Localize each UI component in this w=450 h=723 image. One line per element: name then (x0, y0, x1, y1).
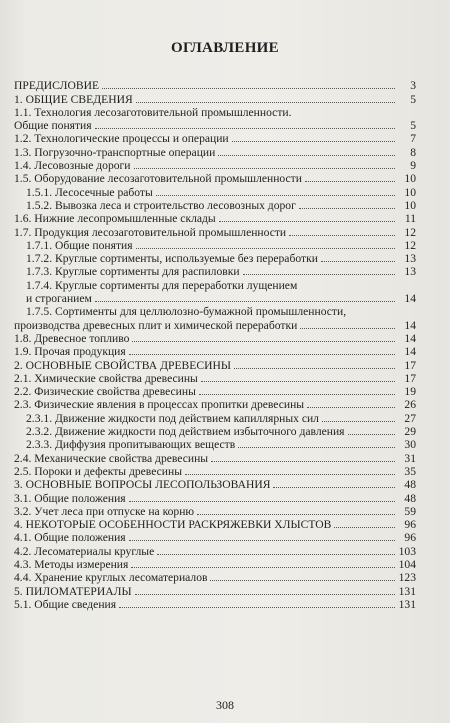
toc-entry: Общие понятия 5 (14, 119, 416, 133)
toc-entry: 1.2. Технологические процессы и операции 7 (14, 132, 416, 146)
toc-entry: 1.9. Прочая продукция 14 (14, 345, 416, 359)
toc-entry: и строганием 14 (26, 292, 416, 306)
toc-entry: 1.4. Лесовозные дороги 9 (14, 159, 416, 173)
toc-entry: 1.7.5. Сортименты для целлюлозно-бумажной промышленности, (26, 305, 347, 319)
page-title: ОГЛАВЛЕНИЕ (171, 40, 279, 56)
toc-entry: 1.7.1. Общие понятия 12 (26, 238, 416, 252)
toc-entry: 1.8. Древесное топливо 14 (14, 331, 416, 345)
toc-entry: 2.2. Физические свойства древесины 19 (14, 385, 416, 399)
toc-entry: 2.4. Механические свойства древесины 31 (14, 451, 416, 465)
toc-entry: 1.5.1. Лесосечные работы 10 (26, 185, 416, 199)
toc-entry: 1.7.2. Круглые сортименты, используемые без переработки 13 (26, 252, 416, 266)
toc-entry: 1.6. Нижние лесопромышленные склады 11 (14, 212, 416, 226)
toc-entry: 1.5.2. Вывозка леса и строительство лесовозных дорог 10 (26, 198, 416, 212)
toc-entry: 4.1. Общие положения 96 (14, 531, 416, 545)
toc-entry: 1.7. Продукция лесозаготовительной промышленности 12 (14, 225, 416, 239)
toc-entry: 1.7.3. Круглые сортименты для распиловки 13 (26, 265, 416, 279)
toc-entry: 5. ПИЛОМАТЕРИАЛЫ 131 (14, 584, 416, 598)
toc-entry: ПРЕДИСЛОВИЕ 3 (14, 79, 416, 93)
toc-entry: 5.1. Общие сведения 131 (14, 597, 416, 611)
toc-entry: 3.2. Учет леса при отпуске на корню 59 (14, 504, 416, 518)
toc-entry: 1.1. Технология лесозаготовительной промышленности. (14, 105, 292, 119)
toc-entry: 2.3.3. Диффузия пропитывающих веществ 30 (26, 438, 416, 452)
toc-entry: 4.2. Лесоматериалы круглые 103 (14, 544, 416, 558)
table-of-contents (14, 79, 416, 611)
toc-entry: 2.3.2. Движение жидкости под действием избыточного давления 29 (26, 425, 416, 439)
toc-entry: 2.5. Пороки и дефекты древесины 35 (14, 464, 416, 478)
toc-entry: 4.3. Методы измерения 104 (14, 557, 416, 571)
page-number: 308 (216, 698, 234, 712)
toc-entry: 3. ОСНОВНЫЕ ВОПРОСЫ ЛЕСОПОЛЬЗОВАНИЯ 48 (14, 478, 416, 492)
toc-entry: 2.3. Физические явления в процессах пропитки древесины 26 (14, 398, 416, 412)
toc-entry: производства древесных плит и химической переработки 14 (14, 318, 416, 332)
toc-entry: 3.1. Общие положения 48 (14, 491, 416, 505)
toc-entry: 2. ОСНОВНЫЕ СВОЙСТВА ДРЕВЕСИНЫ 17 (14, 358, 416, 372)
toc-entry: 1.7.4. Круглые сортименты для переработки лущением (26, 278, 298, 292)
toc-entry: 2.1. Химические свойства древесины 17 (14, 371, 416, 385)
toc-entry: 1.5. Оборудование лесозаготовительной промышленности 10 (14, 172, 416, 186)
toc-entry: 1.3. Погрузочно-транспортные операции 8 (14, 145, 416, 159)
toc-entry: 1. ОБЩИЕ СВЕДЕНИЯ 5 (14, 92, 416, 106)
toc-entry: 2.3.1. Движение жидкости под действием капиллярных сил 27 (26, 411, 416, 425)
toc-entry: 4.4. Хранение круглых лесоматериалов 123 (14, 571, 416, 585)
toc-entry: 4. НЕКОТОРЫЕ ОСОБЕННОСТИ РАСКРЯЖЕВКИ ХЛЫСТОВ 96 (14, 518, 416, 532)
